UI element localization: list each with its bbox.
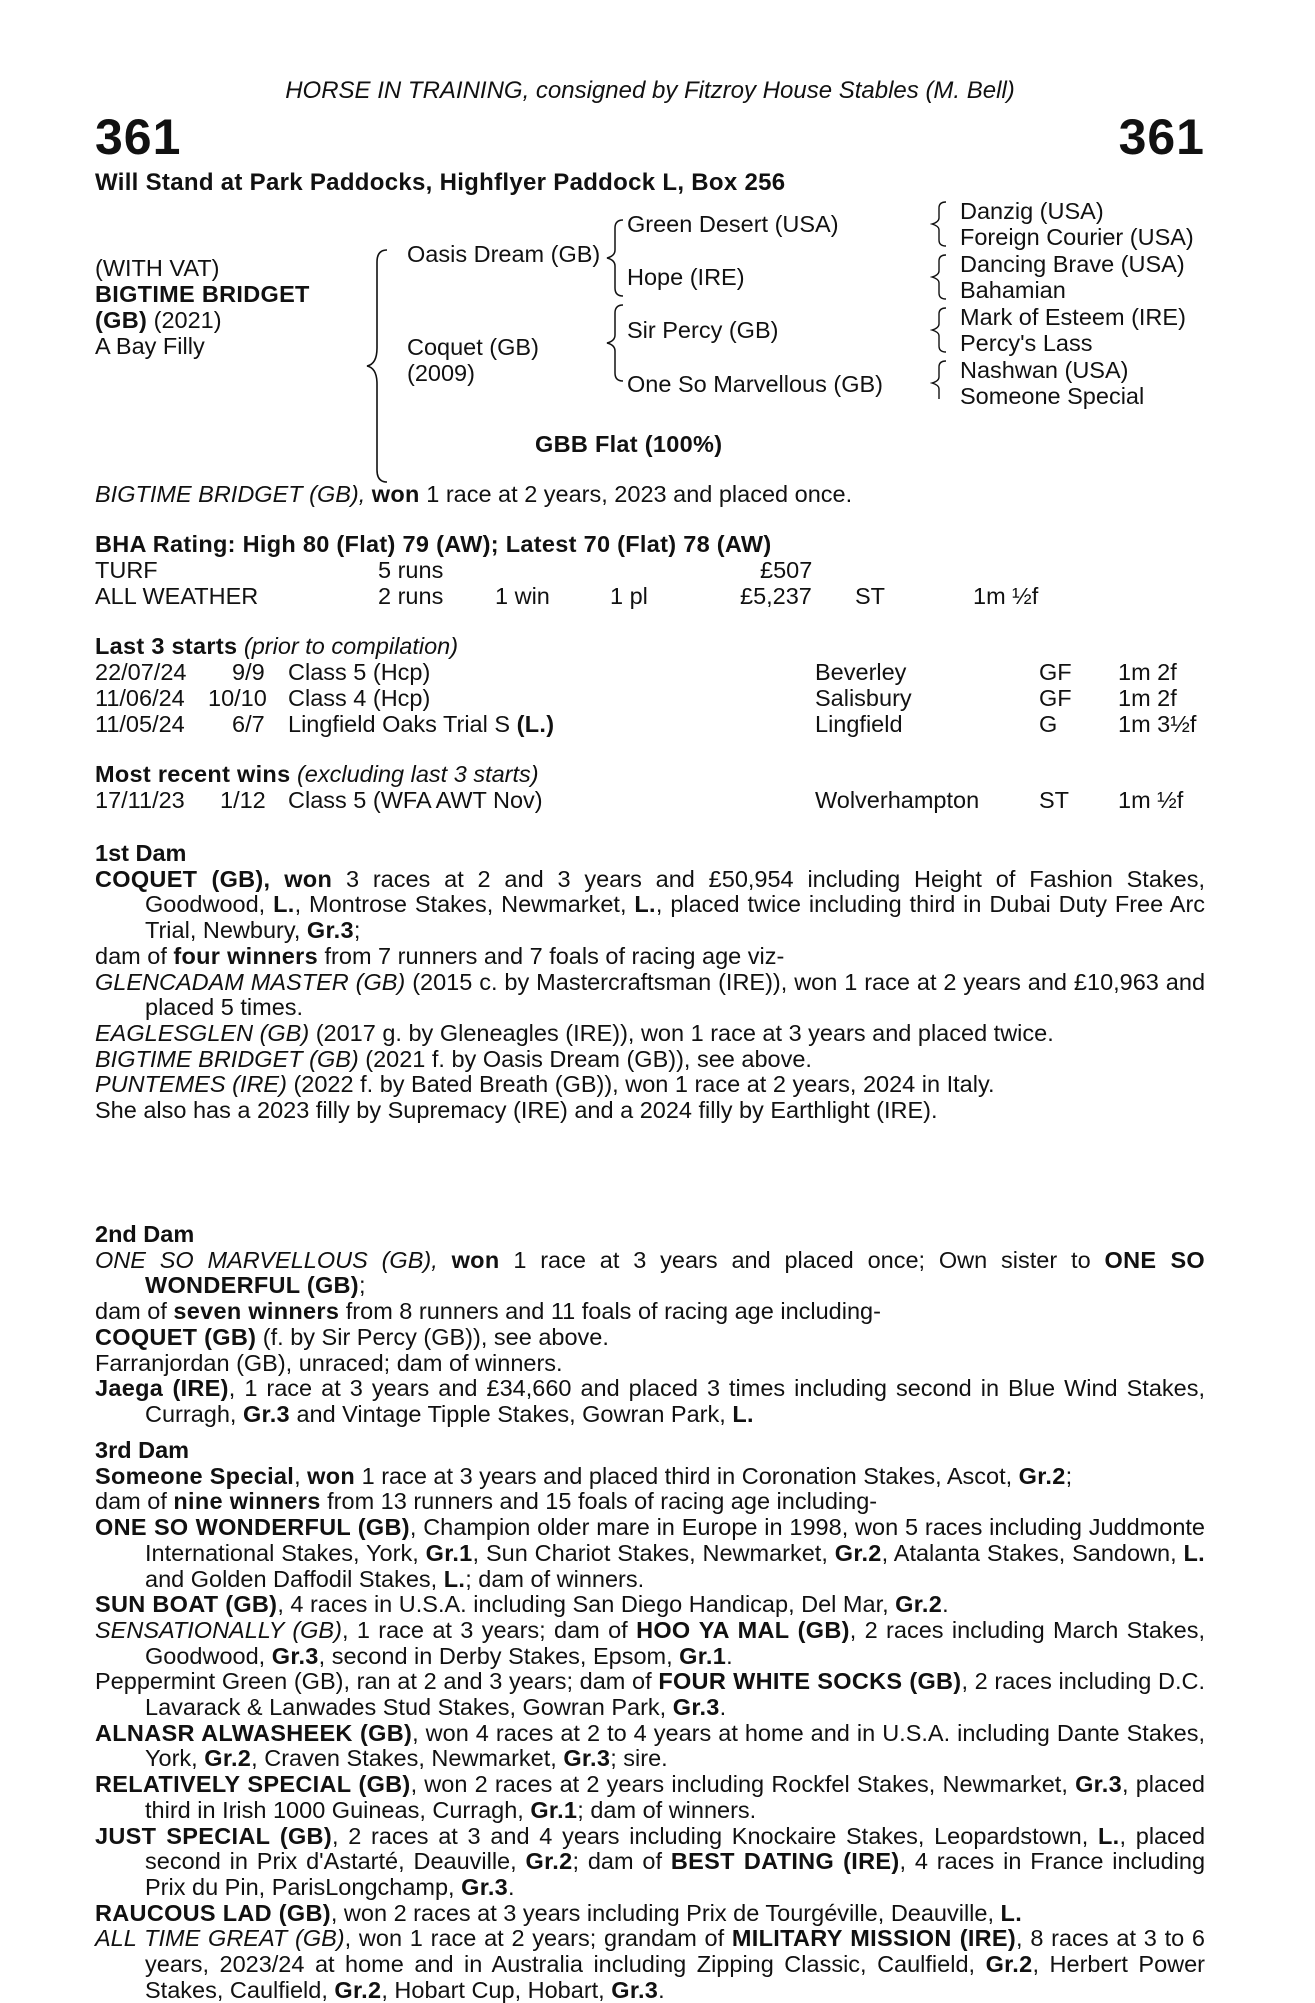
- start-race-name: Lingfield Oaks Trial S: [288, 711, 511, 737]
- dam-of-label: dam of: [95, 1488, 167, 1515]
- progeny-text: and Golden Daffodil Stakes,: [145, 1565, 438, 1592]
- first-dam-section: [95, 841, 1205, 1124]
- start-course: Salisbury: [815, 685, 912, 711]
- winners-count: seven winners: [173, 1298, 340, 1325]
- progeny-text: , Champion older mare in Europe in 1998, won 5 races including Juddmonte International Stakes, York,: [145, 1514, 1206, 1566]
- progeny-text: , 4 races in U.S.A. including San Diego Handicap, Del Mar,: [277, 1591, 889, 1618]
- group-badge: Gr.2: [895, 1591, 943, 1618]
- start-date: 22/07/24: [95, 659, 187, 685]
- second-dam-text: 1 race at 3 years and placed once; Own sister to: [513, 1246, 1091, 1273]
- vat-note: (WITH VAT): [95, 255, 220, 281]
- turf-prize: £507: [760, 557, 813, 583]
- start-position: 10/10: [208, 685, 267, 711]
- progeny-name: SENSATIONALLY (GB): [95, 1616, 342, 1643]
- all-weather-row: [95, 584, 1205, 610]
- start-race: Class 5 (Hcp): [288, 659, 431, 685]
- progeny-name: RAUCOUS LAD (GB): [95, 1899, 331, 1926]
- progeny-text: , Herbert Power Stakes, Caulfield,: [145, 1951, 1206, 2003]
- win-date: 17/11/23: [95, 787, 185, 813]
- pedigree-g3-1: Danzig (USA): [960, 198, 1104, 224]
- second-dam-heading: 2nd Dam: [95, 1221, 195, 1247]
- progeny-text: , won 2 races at 2 years including Rockfel Stakes, Newmarket,: [410, 1771, 1068, 1798]
- pedigree-sire-sire: Green Desert (USA): [627, 211, 839, 237]
- progeny-text: Peppermint Green (GB), ran at 2 and 3 years; dam of: [95, 1668, 652, 1695]
- start-row: [95, 660, 1205, 686]
- progeny-item: [95, 1047, 1205, 1073]
- winners-count: four winners: [173, 942, 318, 969]
- summary-horse-name: BIGTIME BRIDGET (GB),: [95, 481, 366, 507]
- start-distance: 1m 2f: [1118, 685, 1177, 711]
- progeny-name: Jaega (IRE): [95, 1375, 229, 1402]
- win-race: Class 5 (WFA AWT Nov): [288, 787, 543, 813]
- progeny-text: (2022 f. by Bated Breath (GB)), won 1 race at 2 years, 2024 in Italy.: [293, 1071, 995, 1098]
- last-starts-heading: [95, 634, 458, 660]
- first-dam-name: COQUET (GB),: [95, 865, 271, 892]
- progeny-name: HOO YA MAL (GB): [636, 1616, 850, 1643]
- win-row: [95, 788, 1205, 814]
- third-dam-text: ;: [1065, 1462, 1073, 1489]
- first-dam-won: won: [284, 865, 333, 892]
- recent-wins-note: (excluding last 3 starts): [296, 761, 539, 787]
- horse-year: (2021): [153, 307, 222, 333]
- progeny-item: SENSATIONALLY (GB), 1 race at 3 years; dam of HOO YA MAL (GB), 2 races including March Stakes, Goodwood, Gr.3, second in Derby Stakes, Epsom, Gr.1.: [95, 1616, 1206, 1669]
- group-badge: Gr.2: [1018, 1462, 1066, 1489]
- start-position: 6/7: [232, 711, 265, 737]
- progeny-item: [95, 1376, 1205, 1427]
- progeny-text: ; sire.: [610, 1745, 668, 1772]
- progeny-text: (2015 c. by Mastercraftsman (IRE)), won 1 race at 2 years and £10,963 and placed 5 times.: [145, 968, 1206, 1021]
- listed-badge: L.: [1098, 1822, 1120, 1849]
- progeny-name: SUN BOAT (GB): [95, 1591, 278, 1618]
- listed-badge: L.: [1000, 1899, 1023, 1926]
- progeny-text: , 2 races including D.C. Lavarack & Lanwades Stud Stakes, Gowran Park,: [145, 1668, 1205, 1721]
- second-dam-text: ;: [358, 1272, 366, 1299]
- progeny-name: MILITARY MISSION (IRE): [731, 1925, 1017, 1952]
- third-dam-text: 1 race at 3 years and placed third in Coronation Stakes, Ascot,: [361, 1462, 1013, 1489]
- third-dam-section: [95, 1438, 1205, 2003]
- progeny-text: , 1 race at 3 years; dam of: [341, 1616, 628, 1643]
- progeny-text: , placed third in Irish 1000 Guineas, Curragh,: [145, 1771, 1205, 1823]
- progeny-name: ALNASR ALWASHEEK (GB): [95, 1719, 413, 1746]
- listed-badge: L.: [1183, 1539, 1205, 1566]
- third-dam-produce: [95, 1489, 1205, 1515]
- start-row: [95, 686, 1205, 712]
- progeny-name: COQUET (GB): [95, 1323, 257, 1350]
- horse-country: (GB): [95, 307, 148, 333]
- win-distance: 1m ½f: [1118, 787, 1184, 813]
- progeny-text: and Vintage Tipple Stakes, Gowran Park,: [296, 1400, 726, 1427]
- turf-row: [95, 558, 1205, 584]
- last-starts-title: Last 3 starts: [95, 633, 238, 659]
- pedigree-brace-sire: [605, 218, 629, 298]
- listed-badge: L.: [443, 1565, 466, 1592]
- progeny-text: , 1 race at 3 years and £34,660 and placed 3 times including second in Blue Wind Stakes, Curragh,: [145, 1375, 1206, 1427]
- first-dam-heading: 1st Dam: [95, 840, 187, 866]
- pedigree-g3-5: Mark of Esteem (IRE): [960, 304, 1186, 330]
- progeny-text: , 2 races at 3 and 4 years including Knockaire Stakes, Leopardstown,: [331, 1822, 1089, 1849]
- start-race: [288, 712, 554, 738]
- group-badge: Gr.3: [461, 1873, 509, 1900]
- third-dam-heading: 3rd Dam: [95, 1437, 190, 1463]
- progeny-item: [95, 1515, 1205, 1592]
- progeny-item: [95, 1072, 1205, 1098]
- second-dam-name: ONE SO MARVELLOUS (GB),: [95, 1246, 438, 1273]
- turf-runs: 5 runs: [378, 557, 444, 583]
- group-badge: Gr.1: [530, 1796, 578, 1823]
- progeny-text: , Atalanta Stakes, Sandown,: [881, 1539, 1177, 1566]
- start-row: [95, 712, 1205, 738]
- pedigree-brace-main: [365, 248, 395, 488]
- progeny-item: JUST SPECIAL (GB), 2 races at 3 and 4 years including Knockaire Stakes, Leopardstown, L., placed second in Prix d'Astarté, Deauville, Gr.2; dam of BEST DATING (IRE), 4 races in France including Prix du Pin, ParisLongchamp, Gr.3.: [95, 1822, 1206, 1900]
- group-badge: Gr.3: [672, 1694, 720, 1721]
- pedigree-dam: Coquet (GB): [407, 334, 539, 360]
- start-date: 11/05/24: [95, 711, 185, 737]
- recent-wins-heading: [95, 762, 539, 788]
- progeny-name: ONE SO WONDERFUL (GB): [95, 1514, 410, 1541]
- progeny-name: GLENCADAM MASTER (GB): [95, 968, 406, 995]
- pedigree-g3-6: Percy's Lass: [960, 330, 1093, 356]
- group-badge: Gr.2: [834, 1539, 882, 1566]
- aw-surface: ST: [855, 583, 886, 609]
- third-dam-record: Someone Special, won 1 race at 3 years and placed third in Coronation Stakes, Ascot, Gr.2;: [95, 1462, 1073, 1489]
- win-course: Wolverhampton: [815, 787, 980, 813]
- produce-text: from 8 runners and 11 foals of racing age including-: [345, 1298, 881, 1325]
- progeny-name: BEST DATING (IRE): [670, 1848, 900, 1875]
- progeny-item: [95, 1772, 1205, 1823]
- start-course: Beverley: [815, 659, 907, 685]
- pedigree-sire: Oasis Dream (GB): [407, 241, 601, 267]
- progeny-name: EAGLESGLEN (GB): [95, 1019, 310, 1046]
- group-badge: Gr.3: [306, 917, 354, 944]
- horse-description: A Bay Filly: [95, 333, 205, 359]
- pedigree-g3-2: Foreign Courier (USA): [960, 224, 1194, 250]
- start-position: 9/9: [232, 659, 265, 685]
- pedigree-g3-8: Someone Special: [960, 383, 1145, 409]
- bha-rating: BHA Rating: High 80 (Flat) 79 (AW); Latest 70 (Flat) 78 (AW): [95, 531, 772, 557]
- consignment-header: HORSE IN TRAINING, consigned by Fitzroy House Stables (M. Bell): [285, 77, 1015, 104]
- progeny-item: ALL TIME GREAT (GB), won 1 race at 2 years; grandam of MILITARY MISSION (IRE), 8 races at 3 to 6 years, 2023/24 at home and in Australia including Zipping Classic, Caulfield, Gr.2, Herbert Power Stakes, Caulfield, Gr.2, Hobart Cup, Hobart, Gr.3.: [95, 1925, 1206, 2003]
- group-badge: Gr.3: [1075, 1771, 1122, 1798]
- group-badge: Gr.3: [563, 1745, 611, 1772]
- progeny-item: [95, 970, 1205, 1021]
- progeny-item: [95, 1721, 1205, 1772]
- group-badge: Gr.2: [985, 1951, 1033, 1978]
- winners-count: nine winners: [173, 1488, 321, 1515]
- progeny-name: RELATIVELY SPECIAL (GB): [95, 1771, 411, 1798]
- lot-number-right: 361: [1118, 109, 1205, 165]
- first-dam-also: She also has a 2023 filly by Supremacy (IRE) and a 2024 filly by Earthlight (IRE).: [95, 1097, 938, 1124]
- first-dam-record: [95, 867, 1205, 944]
- progeny-text: , 8 races at 3 to 6 years, 2023/24 at home and in Australia including Zipping Classic, Caulfield,: [145, 1925, 1205, 1978]
- start-race: Class 4 (Hcp): [288, 685, 431, 711]
- progeny-text: (2017 g. by Gleneagles (IRE)), won 1 race at 3 years and placed twice.: [315, 1019, 1054, 1046]
- progeny-name: FOUR WHITE SOCKS (GB): [658, 1668, 962, 1695]
- group-badge: Gr.2: [334, 1976, 382, 2003]
- start-going: GF: [1039, 685, 1072, 711]
- produce-text: from 13 runners and 15 foals of racing age including-: [327, 1488, 878, 1515]
- group-badge: Gr.2: [204, 1745, 252, 1772]
- pedigree-g3-4: Bahamian: [960, 277, 1066, 303]
- turf-label: TURF: [95, 557, 158, 583]
- first-dam-text: , placed twice including third in Dubai Duty Free Arc Trial, Newbury,: [145, 891, 1206, 944]
- progeny-item: Peppermint Green (GB), ran at 2 and 3 years; dam of FOUR WHITE SOCKS (GB), 2 races including D.C. Lavarack & Lanwades Stud Stakes, Gowran Park, Gr.3.: [95, 1668, 1205, 1721]
- win-position: 1/12: [220, 787, 266, 813]
- progeny-text: , 2 races including March Stakes, Goodwood,: [145, 1616, 1206, 1669]
- progeny-text: , placed second in Prix d'Astarté, Deauville,: [145, 1822, 1206, 1875]
- group-badge: Gr.1: [425, 1539, 473, 1566]
- group-badge: Gr.3: [271, 1642, 319, 1669]
- gbb-rating: GBB Flat (100%): [535, 431, 723, 457]
- progeny-name: BIGTIME BRIDGET (GB): [95, 1045, 359, 1072]
- horse-country-year: [95, 308, 222, 334]
- third-dam-name: Someone Special: [95, 1462, 295, 1489]
- progeny-text: , 4 races in France including Prix du Pin, ParisLongchamp,: [145, 1848, 1206, 1900]
- progeny-name: PUNTEMES (IRE): [95, 1071, 287, 1098]
- aw-wins: 1 win: [495, 583, 550, 609]
- progeny-item: [95, 1325, 1205, 1351]
- pedigree-brace-dam: [605, 303, 629, 383]
- start-distance: 1m 3½f: [1118, 711, 1197, 737]
- start-going: G: [1039, 711, 1058, 737]
- progeny-text: (2021 f. by Oasis Dream (GB)), see above.: [365, 1045, 812, 1072]
- progeny-item: Farranjordan (GB), unraced; dam of winners.: [95, 1349, 563, 1376]
- pedigree-dam-year: (2009): [407, 360, 475, 386]
- aw-distance: 1m ½f: [973, 583, 1039, 609]
- progeny-text: , won 2 races at 3 years including Prix de Tourgéville, Deauville,: [330, 1899, 995, 1926]
- progeny-text: ; dam of: [572, 1848, 663, 1875]
- start-date: 11/06/24: [95, 685, 185, 711]
- third-dam-won: won: [307, 1462, 356, 1489]
- start-going: GF: [1039, 659, 1072, 685]
- progeny-text: ; dam of winners.: [465, 1565, 645, 1592]
- progeny-text: ; dam of winners.: [577, 1796, 757, 1823]
- dam-of-label: dam of: [95, 1298, 167, 1325]
- pedigree-sire-dam: Hope (IRE): [627, 264, 745, 290]
- group-badge: Gr.1: [679, 1642, 727, 1669]
- dam-of-label: dam of: [95, 942, 167, 969]
- aw-placed: 1 pl: [610, 583, 648, 609]
- second-dam-record: [95, 1248, 1205, 1299]
- pedigree-braces-g3: [930, 200, 952, 400]
- progeny-text: , Hobart Cup, Hobart,: [381, 1976, 605, 2003]
- lot-number-left: 361: [95, 109, 182, 165]
- start-distance: 1m 2f: [1118, 659, 1177, 685]
- second-dam-section: [95, 1222, 1205, 1428]
- recent-wins-title: Most recent wins: [95, 761, 291, 787]
- group-badge: Gr.2: [525, 1848, 573, 1875]
- listed-badge: L.: [732, 1400, 754, 1427]
- summary-won: won: [371, 481, 420, 507]
- second-dam-produce: [95, 1299, 1205, 1325]
- progeny-text: , Sun Chariot Stakes, Newmarket,: [472, 1539, 828, 1566]
- win-going: ST: [1039, 787, 1070, 813]
- pedigree-g3-7: Nashwan (USA): [960, 357, 1129, 383]
- progeny-text: (f. by Sir Percy (GB)), see above.: [262, 1323, 609, 1350]
- last-starts-note: (prior to compilation): [243, 633, 459, 659]
- progeny-text: , Craven Stakes, Newmarket,: [251, 1745, 557, 1772]
- progeny-name: JUST SPECIAL (GB): [95, 1822, 332, 1849]
- first-dam-text: , Montrose Stakes, Newmarket,: [294, 891, 627, 918]
- progeny-item: [95, 1901, 1205, 1927]
- produce-text: from 7 runners and 7 foals of racing age viz-: [324, 942, 785, 969]
- first-dam-text: ;: [353, 917, 361, 944]
- progeny-name: ALL TIME GREAT (GB): [95, 1925, 345, 1952]
- aw-runs: 2 runs: [378, 583, 444, 609]
- group-badge: Gr.3: [242, 1400, 290, 1427]
- progeny-item: SUN BOAT (GB), 4 races in U.S.A. including San Diego Handicap, Del Mar, Gr.2.: [95, 1591, 949, 1618]
- progeny-text: , won 4 races at 2 to 4 years at home and in U.S.A. including Dante Stakes, York,: [145, 1719, 1205, 1772]
- progeny-text: , won 1 race at 2 years; grandam of: [344, 1925, 725, 1952]
- listed-badge: L.: [634, 891, 656, 918]
- sister-name: ONE SO WONDERFUL (GB): [145, 1246, 1206, 1299]
- group-badge: Gr.3: [611, 1976, 659, 2003]
- pedigree-g3-3: Dancing Brave (USA): [960, 251, 1185, 277]
- stand-location: Will Stand at Park Paddocks, Highflyer Paddock L, Box 256: [95, 169, 786, 196]
- listed-badge: L.: [273, 891, 295, 918]
- pedigree-dam-dam: One So Marvellous (GB): [627, 371, 883, 397]
- first-dam-text: 3 races at 2 and 3 years and £50,954 including Height of Fashion Stakes, Goodwood,: [145, 865, 1206, 918]
- aw-prize: £5,237: [740, 583, 812, 609]
- progeny-item: [95, 1021, 1205, 1047]
- start-race-listed: (L.): [516, 711, 555, 737]
- summary-rest: 1 race at 2 years, 2023 and placed once.: [426, 481, 853, 507]
- first-dam-produce: [95, 944, 1205, 970]
- start-course: Lingfield: [815, 711, 903, 737]
- aw-label: ALL WEATHER: [95, 583, 259, 609]
- horse-name: BIGTIME BRIDGET: [95, 281, 310, 307]
- second-dam-won: won: [451, 1246, 500, 1273]
- pedigree-dam-sire: Sir Percy (GB): [627, 317, 779, 343]
- progeny-text: , second in Derby Stakes, Epsom,: [318, 1642, 673, 1669]
- race-summary: [95, 482, 852, 508]
